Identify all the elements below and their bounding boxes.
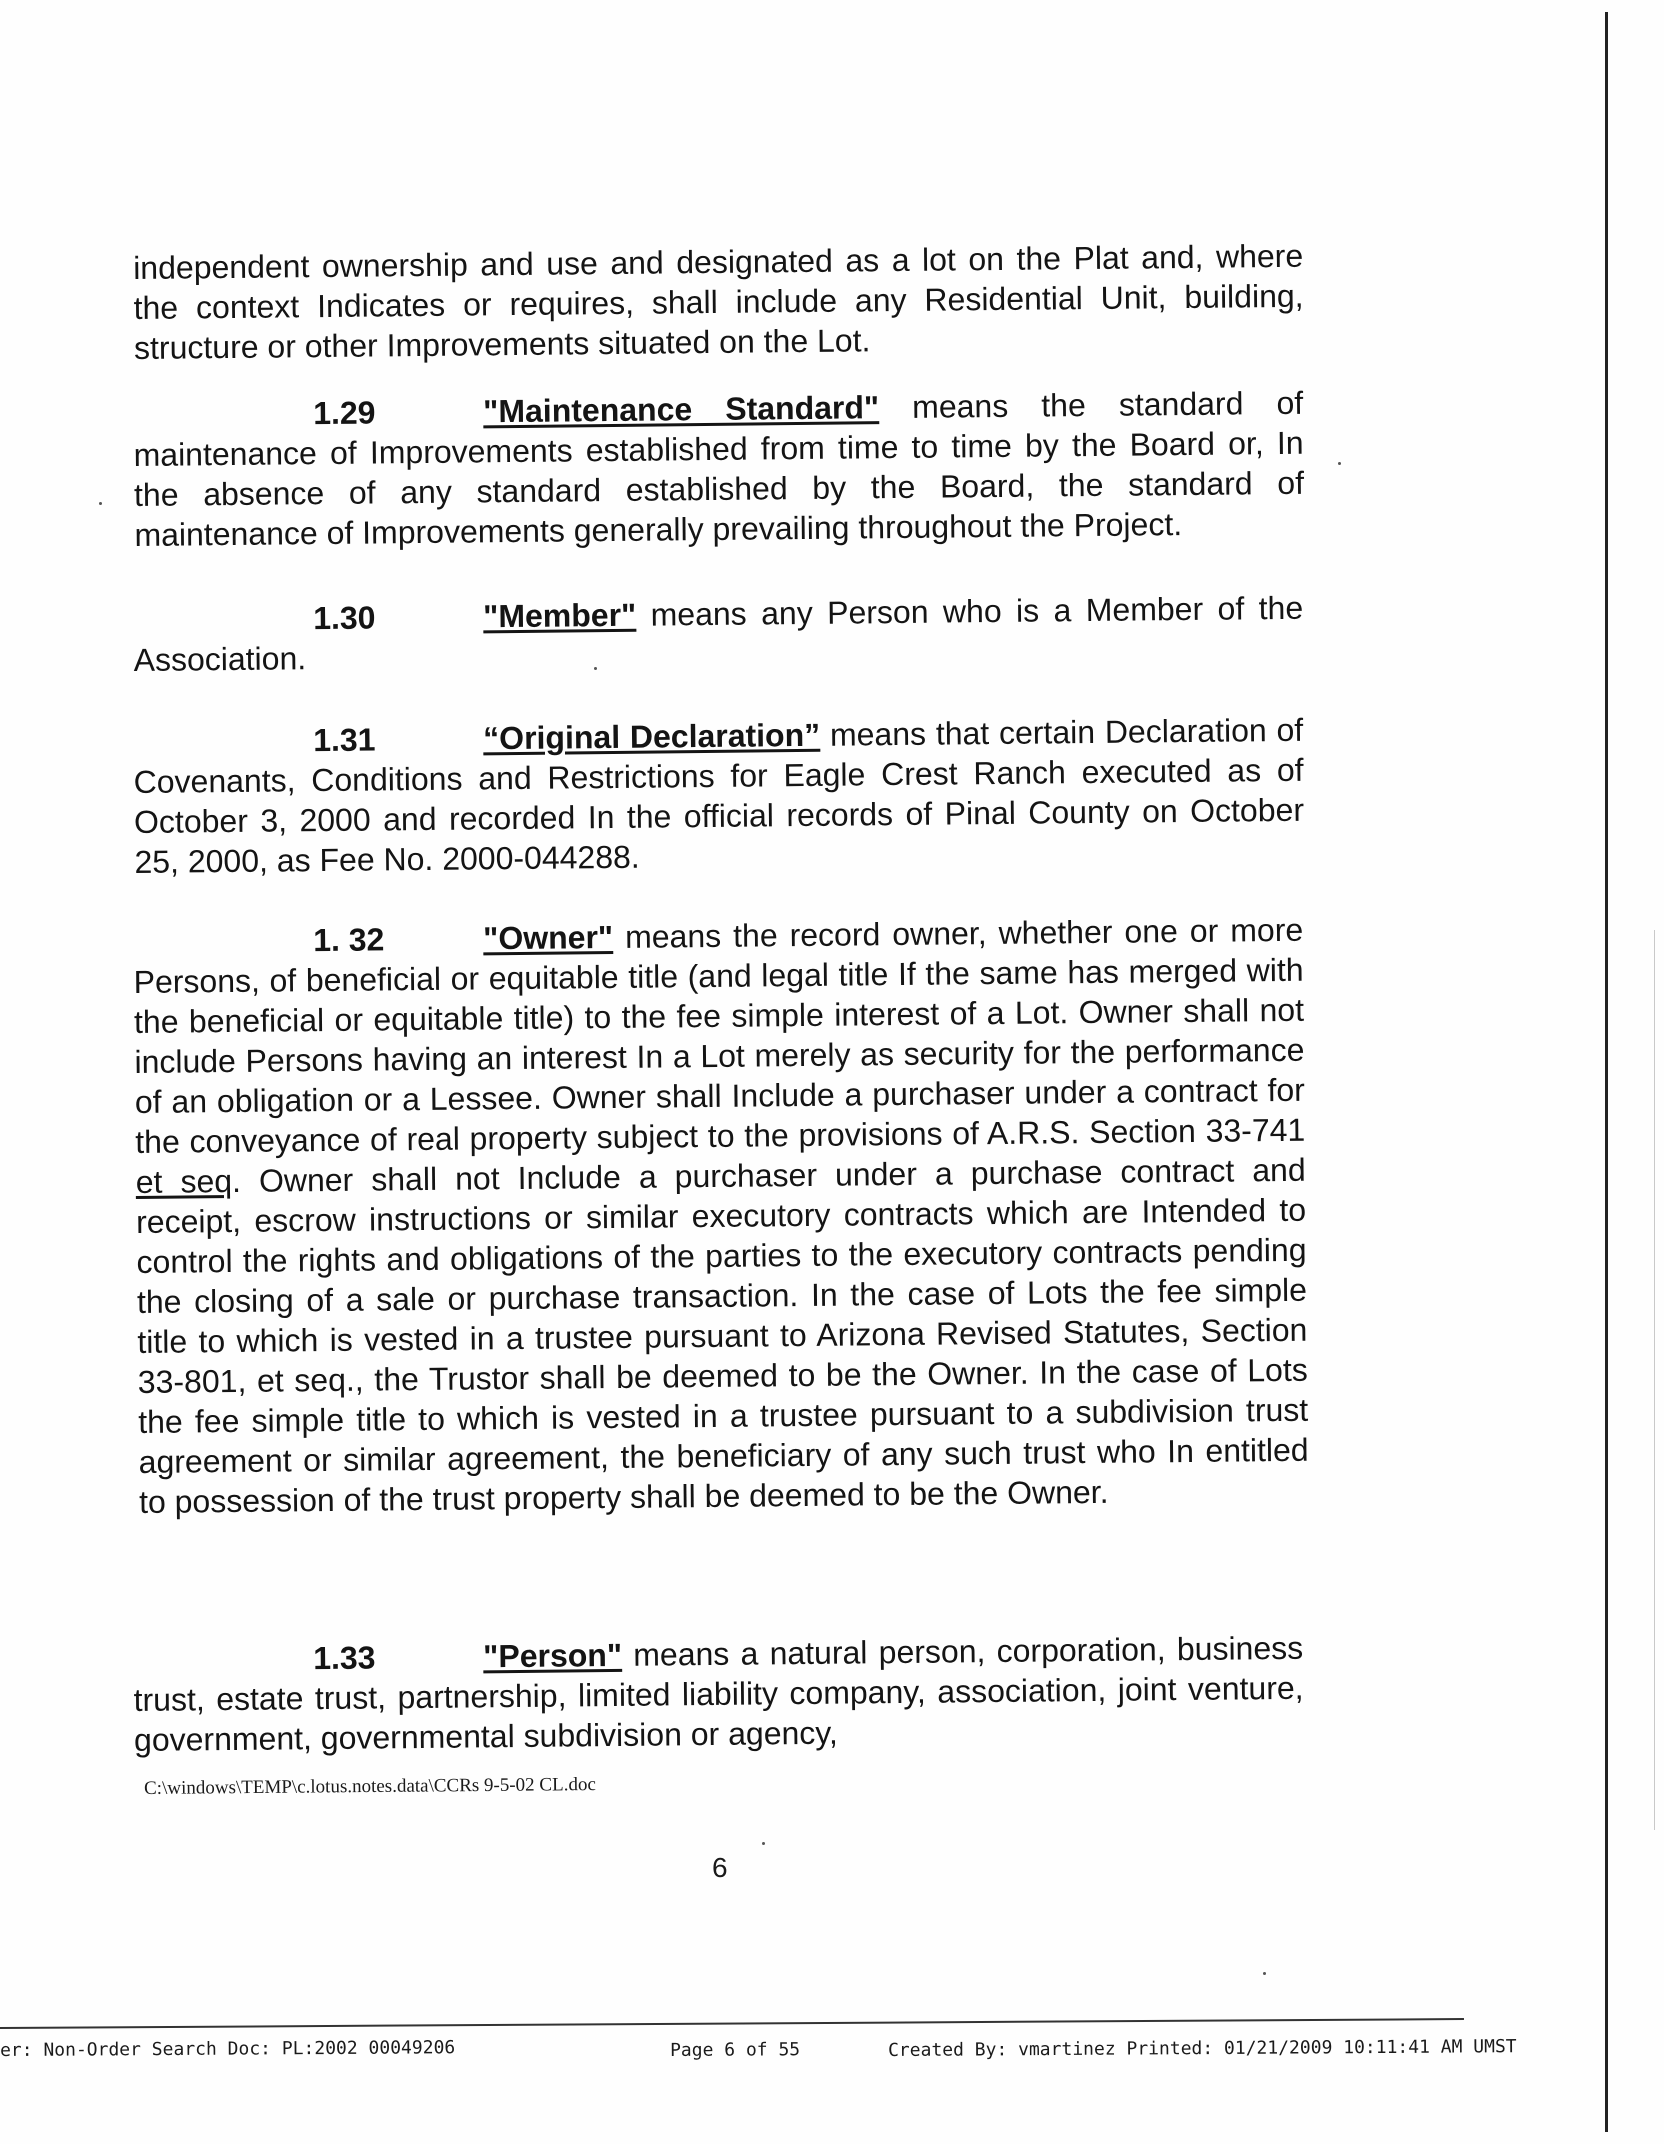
footer-divider bbox=[0, 2018, 1464, 2029]
footer-page-count: Page 6 of 55 bbox=[670, 2039, 801, 2061]
section-1-30 bbox=[133, 588, 1304, 680]
continuation-text: independent ownership and use and designated as a lot on the Plat and, where the context Indicates or requires, shall include any Residential Unit, building, structure or other Improvements situated on the Lot. bbox=[133, 237, 1304, 366]
page-number: 6 bbox=[712, 1852, 728, 1883]
defined-term: "Person" bbox=[483, 1636, 623, 1675]
section-1-33 bbox=[133, 1628, 1304, 1760]
section-1-32 bbox=[133, 910, 1309, 1522]
section-number: 1.30 bbox=[313, 599, 376, 637]
scan-speck bbox=[99, 502, 102, 505]
section-1-29 bbox=[133, 383, 1305, 555]
scan-speck bbox=[1263, 1972, 1266, 1975]
section-number: 1. 32 bbox=[313, 921, 385, 959]
continuation-paragraph bbox=[133, 236, 1304, 368]
section-1-31 bbox=[133, 710, 1305, 882]
file-path: C:\windows\TEMP\c.lotus.notes.data\CCRs 9-5-02 CL.doc bbox=[144, 1774, 596, 1799]
definition-text: means that certain Declaration of Covenants, Conditions and Restrictions for Eagle Crest Ranch executed as of October 3, 2000 and recorded In the official records of Pinal County on October 25, 2000, as Fee No. 2000-044288. bbox=[133, 711, 1305, 880]
section-number: 1.31 bbox=[313, 721, 376, 759]
scan-speck bbox=[762, 1842, 765, 1845]
section-number: 1.29 bbox=[313, 394, 376, 432]
defined-term: "Maintenance Standard" bbox=[483, 389, 880, 430]
footer-print-info: Created By: vmartinez Printed: 01/21/2009 10:11:41 AM UMST bbox=[888, 2036, 1517, 2061]
scan-speck bbox=[594, 667, 597, 670]
definition-text: means any Person who is a Member of the Association. bbox=[133, 589, 1304, 678]
et-seq-underlined: et seq bbox=[135, 1162, 233, 1200]
defined-term: “Original Declaration” bbox=[483, 716, 821, 757]
definition-text-part2: . Owner shall not Include a purchaser under a purchase contract and receipt, escrow instructions or similar executory contracts which are Intended to control the rights and obligations of the parties to the executory contracts pending the closing of a sale or purchase transaction. In the case of Lots the fee simple title to which is vested in a trustee pursuant to Arizona Revised Statutes, Section 33-801, et seq., the Trustor shall be deemed to be the Owner. In the case of Lots the fee simple title to which is vested in a trustee pursuant to a subdivision trust agreement or similar agreement, the beneficiary of any such trust who In entitled to possession of the trust property shall be deemed to be the Owner. bbox=[135, 1151, 1309, 1520]
definition-text: means a natural person, corporation, business trust, estate trust, partnership, limited liability company, association, joint venture, government, governmental subdivision or agency, bbox=[133, 1629, 1304, 1758]
scan-edge-line bbox=[1605, 12, 1608, 2132]
section-number: 1.33 bbox=[313, 1639, 376, 1677]
scan-edge-shadow bbox=[1654, 930, 1655, 1830]
defined-term: "Member" bbox=[483, 596, 637, 635]
definition-text-part1: means the record owner, whether one or more Persons, of beneficial or equitable title (and legal title If the same has merged with the beneficial or equitable title) to the fee simple interest of a Lot. Owner shall not include Persons having an interest In a Lot merely as security for the performance of an obligation or a Lessee. Owner shall Include a purchaser under a contract for the conveyance of real property subject to the provisions of A.R.S. Section 33-741 bbox=[133, 911, 1306, 1160]
defined-term: "Owner" bbox=[483, 918, 614, 957]
footer-search-info: er: Non-Order Search Doc: PL:2002 00049206 bbox=[0, 2037, 456, 2061]
scan-speck bbox=[1338, 462, 1341, 465]
definition-text: means the standard of maintenance of Improvements established from time to time by the Board or, In the absence of any standard established by the Board, the standard of maintenance of Improvements generally prevailing throughout the Project. bbox=[133, 384, 1305, 553]
